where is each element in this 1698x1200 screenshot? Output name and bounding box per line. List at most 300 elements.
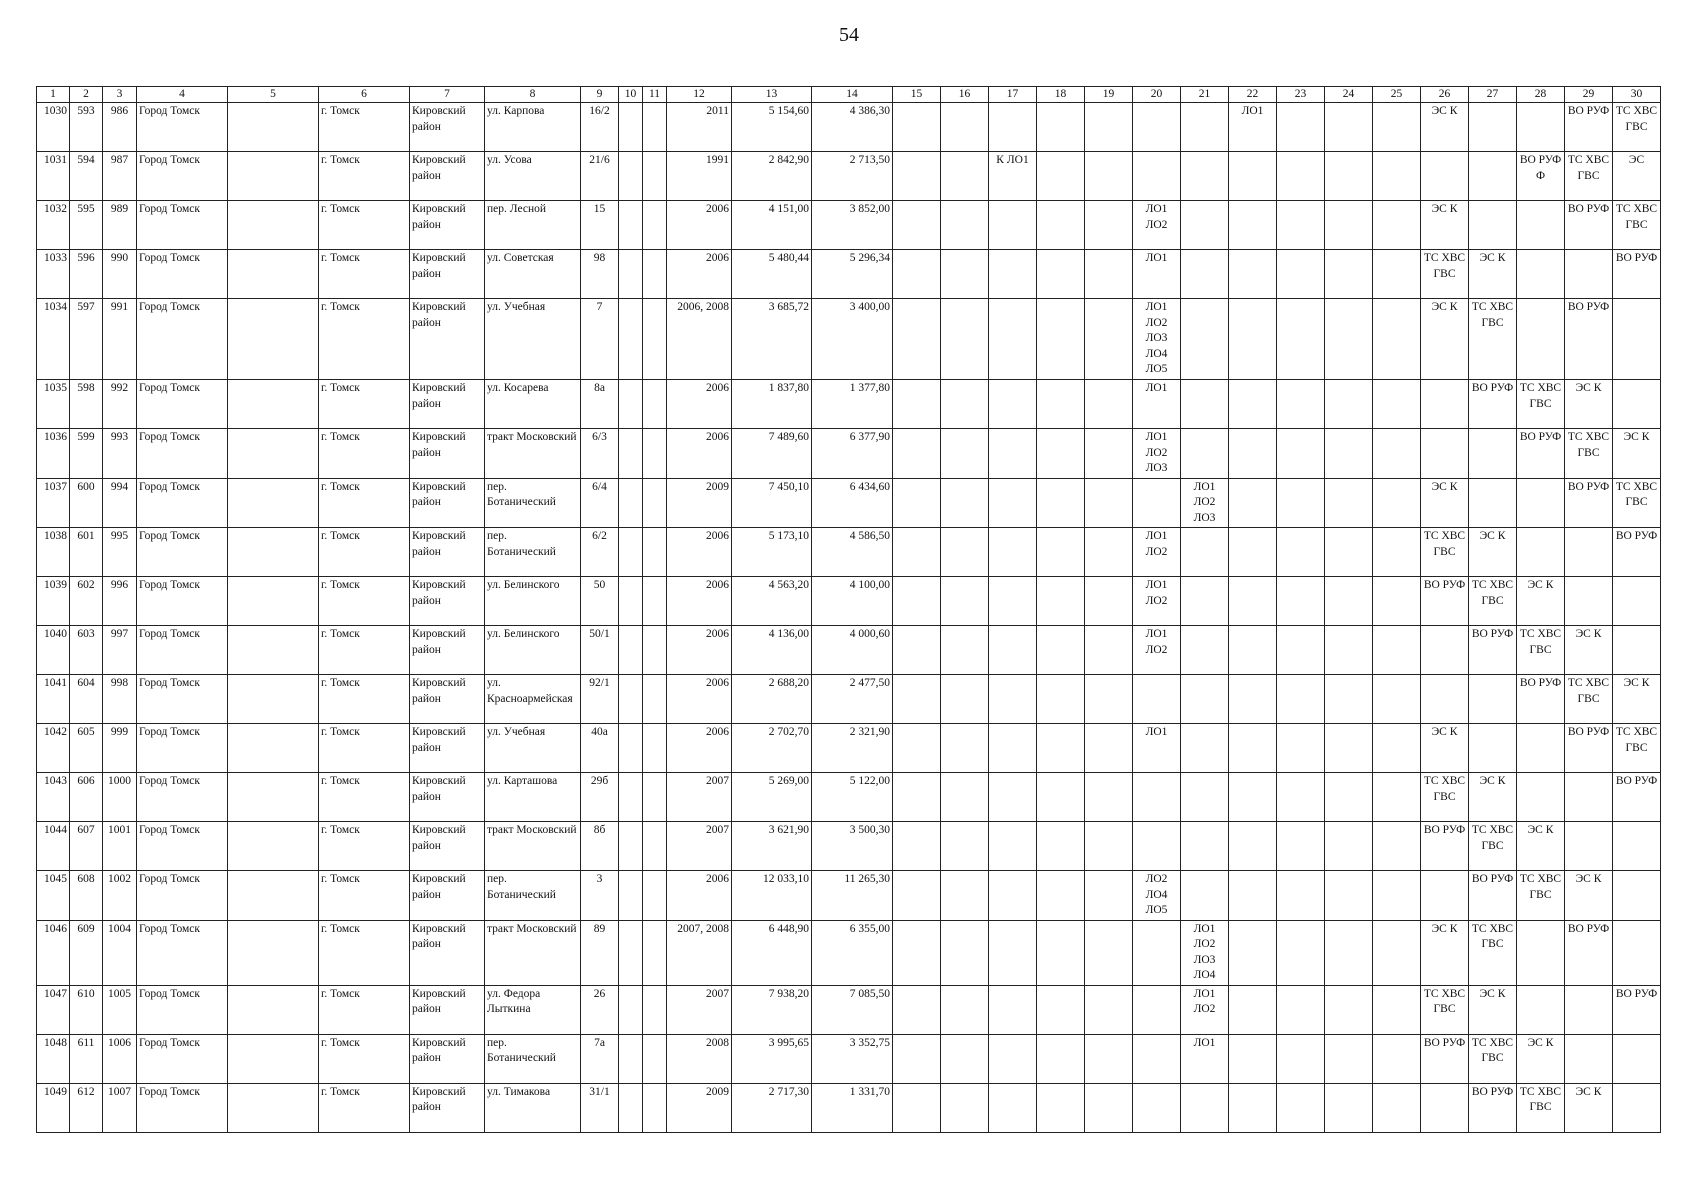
cell-col-10 [619, 478, 643, 528]
cell-col-29: ЭС К [1565, 1083, 1613, 1132]
cell-col-29: ВО РУФ [1565, 299, 1613, 380]
cell-col-23 [1277, 626, 1325, 675]
cell-col-16 [941, 822, 989, 871]
cell-col-11 [643, 985, 667, 1034]
cell-col-23 [1277, 1083, 1325, 1132]
column-header-16: 16 [941, 87, 989, 103]
cell-col-17 [989, 920, 1037, 985]
cell-col-10 [619, 1034, 643, 1083]
cell-col-9: 50/1 [581, 626, 619, 675]
cell-col-11 [643, 920, 667, 985]
cell-col-7: Кировский район [410, 380, 485, 429]
cell-col-15 [893, 675, 941, 724]
cell-col-29: ВО РУФ [1565, 103, 1613, 152]
cell-col-13: 4 151,00 [732, 201, 812, 250]
cell-col-21 [1181, 724, 1229, 773]
cell-col-2: 602 [70, 577, 103, 626]
cell-col-8: ул. Учебная [485, 724, 581, 773]
cell-col-5 [228, 675, 319, 724]
cell-col-10 [619, 429, 643, 479]
cell-col-25 [1373, 152, 1421, 201]
cell-col-28: ВО РУФ [1517, 675, 1565, 724]
cell-col-5 [228, 577, 319, 626]
cell-col-21 [1181, 822, 1229, 871]
cell-col-29 [1565, 250, 1613, 299]
cell-col-20 [1133, 920, 1181, 985]
table-row [37, 429, 1661, 479]
cell-col-23 [1277, 871, 1325, 921]
cell-col-16 [941, 871, 989, 921]
cell-col-14: 3 352,75 [812, 1034, 893, 1083]
cell-col-1: 1039 [37, 577, 70, 626]
cell-col-7: Кировский район [410, 871, 485, 921]
cell-col-25 [1373, 871, 1421, 921]
cell-col-16 [941, 299, 989, 380]
cell-col-12: 2006 [667, 675, 732, 724]
cell-col-3: 1001 [103, 822, 137, 871]
cell-col-20: ЛО1 [1133, 380, 1181, 429]
cell-col-15 [893, 152, 941, 201]
cell-col-2: 603 [70, 626, 103, 675]
cell-col-15 [893, 250, 941, 299]
cell-col-16 [941, 675, 989, 724]
cell-col-28: ВО РУФ [1517, 429, 1565, 479]
cell-col-19 [1085, 380, 1133, 429]
cell-col-28 [1517, 920, 1565, 985]
cell-col-29: ВО РУФ [1565, 201, 1613, 250]
cell-col-9: 6/2 [581, 528, 619, 577]
cell-col-6: г. Томск [319, 626, 410, 675]
cell-col-19 [1085, 1083, 1133, 1132]
cell-col-26 [1421, 675, 1469, 724]
cell-col-27: ТС ХВС ГВС [1469, 822, 1517, 871]
table-row [37, 380, 1661, 429]
cell-col-13: 3 995,65 [732, 1034, 812, 1083]
cell-col-10 [619, 724, 643, 773]
cell-col-7: Кировский район [410, 528, 485, 577]
cell-col-27: ВО РУФ [1469, 380, 1517, 429]
cell-col-21 [1181, 429, 1229, 479]
cell-col-19 [1085, 822, 1133, 871]
cell-col-20 [1133, 1083, 1181, 1132]
cell-col-2: 601 [70, 528, 103, 577]
cell-col-21 [1181, 250, 1229, 299]
cell-col-26: ТС ХВС ГВС [1421, 773, 1469, 822]
cell-col-7: Кировский район [410, 773, 485, 822]
table-row [37, 250, 1661, 299]
cell-col-24 [1325, 1083, 1373, 1132]
cell-col-9: 6/3 [581, 429, 619, 479]
cell-col-16 [941, 920, 989, 985]
cell-col-9: 7 [581, 299, 619, 380]
cell-col-26: ТС ХВС ГВС [1421, 250, 1469, 299]
column-header-29: 29 [1565, 87, 1613, 103]
cell-col-20: ЛО1 [1133, 724, 1181, 773]
cell-col-7: Кировский район [410, 626, 485, 675]
cell-col-20: ЛО1 [1133, 250, 1181, 299]
cell-col-17: К ЛО1 [989, 152, 1037, 201]
cell-col-26: ЭС К [1421, 201, 1469, 250]
cell-col-8: ул. Карташова [485, 773, 581, 822]
cell-col-14: 6 377,90 [812, 429, 893, 479]
cell-col-26 [1421, 871, 1469, 921]
table-row [37, 201, 1661, 250]
cell-col-12: 2006 [667, 429, 732, 479]
cell-col-1: 1049 [37, 1083, 70, 1132]
cell-col-30 [1613, 822, 1661, 871]
cell-col-14: 7 085,50 [812, 985, 893, 1034]
cell-col-6: г. Томск [319, 985, 410, 1034]
cell-col-24 [1325, 577, 1373, 626]
cell-col-3: 1006 [103, 1034, 137, 1083]
cell-col-21 [1181, 675, 1229, 724]
cell-col-6: г. Томск [319, 675, 410, 724]
cell-col-2: 598 [70, 380, 103, 429]
cell-col-18 [1037, 152, 1085, 201]
cell-col-7: Кировский район [410, 201, 485, 250]
cell-col-25 [1373, 528, 1421, 577]
cell-col-1: 1033 [37, 250, 70, 299]
cell-col-15 [893, 871, 941, 921]
cell-col-5 [228, 152, 319, 201]
cell-col-4: Город Томск [137, 822, 228, 871]
cell-col-20 [1133, 675, 1181, 724]
cell-col-20: ЛО1 ЛО2 [1133, 626, 1181, 675]
cell-col-24 [1325, 773, 1373, 822]
cell-col-15 [893, 201, 941, 250]
cell-col-2: 599 [70, 429, 103, 479]
cell-col-10 [619, 250, 643, 299]
cell-col-19 [1085, 152, 1133, 201]
cell-col-15 [893, 724, 941, 773]
cell-col-28 [1517, 528, 1565, 577]
column-header-30: 30 [1613, 87, 1661, 103]
cell-col-11 [643, 577, 667, 626]
cell-col-5 [228, 626, 319, 675]
column-header-22: 22 [1229, 87, 1277, 103]
cell-col-29: ЭС К [1565, 626, 1613, 675]
cell-col-28 [1517, 478, 1565, 528]
cell-col-9: 31/1 [581, 1083, 619, 1132]
cell-col-24 [1325, 152, 1373, 201]
cell-col-11 [643, 1034, 667, 1083]
cell-col-28: ЭС К [1517, 822, 1565, 871]
cell-col-21 [1181, 201, 1229, 250]
cell-col-3: 992 [103, 380, 137, 429]
cell-col-27: ТС ХВС ГВС [1469, 920, 1517, 985]
cell-col-18 [1037, 103, 1085, 152]
cell-col-21 [1181, 380, 1229, 429]
cell-col-30: ЭС К [1613, 675, 1661, 724]
cell-col-19 [1085, 250, 1133, 299]
cell-col-28: ТС ХВС ГВС [1517, 626, 1565, 675]
cell-col-27: ЭС К [1469, 773, 1517, 822]
cell-col-13: 5 173,10 [732, 528, 812, 577]
cell-col-23 [1277, 478, 1325, 528]
cell-col-28 [1517, 250, 1565, 299]
cell-col-2: 600 [70, 478, 103, 528]
cell-col-22 [1229, 429, 1277, 479]
cell-col-4: Город Томск [137, 478, 228, 528]
cell-col-16 [941, 201, 989, 250]
cell-col-13: 2 702,70 [732, 724, 812, 773]
cell-col-8: ул. Усова [485, 152, 581, 201]
cell-col-25 [1373, 985, 1421, 1034]
cell-col-30 [1613, 380, 1661, 429]
cell-col-26: ВО РУФ [1421, 577, 1469, 626]
table-row [37, 675, 1661, 724]
cell-col-1: 1035 [37, 380, 70, 429]
cell-col-13: 5 269,00 [732, 773, 812, 822]
cell-col-8: тракт Московский [485, 429, 581, 479]
cell-col-14: 6 355,00 [812, 920, 893, 985]
cell-col-1: 1048 [37, 1034, 70, 1083]
cell-col-1: 1040 [37, 626, 70, 675]
cell-col-13: 4 563,20 [732, 577, 812, 626]
cell-col-4: Город Томск [137, 528, 228, 577]
cell-col-24 [1325, 724, 1373, 773]
column-header-17: 17 [989, 87, 1037, 103]
cell-col-17 [989, 250, 1037, 299]
cell-col-30 [1613, 1083, 1661, 1132]
cell-col-11 [643, 429, 667, 479]
cell-col-16 [941, 429, 989, 479]
cell-col-16 [941, 103, 989, 152]
cell-col-22 [1229, 724, 1277, 773]
cell-col-10 [619, 380, 643, 429]
cell-col-3: 994 [103, 478, 137, 528]
cell-col-12: 2006 [667, 250, 732, 299]
cell-col-10 [619, 920, 643, 985]
cell-col-3: 995 [103, 528, 137, 577]
cell-col-19 [1085, 1034, 1133, 1083]
cell-col-3: 991 [103, 299, 137, 380]
table-row [37, 985, 1661, 1034]
cell-col-6: г. Томск [319, 1083, 410, 1132]
cell-col-9: 7а [581, 1034, 619, 1083]
cell-col-20 [1133, 478, 1181, 528]
cell-col-26 [1421, 380, 1469, 429]
cell-col-11 [643, 1083, 667, 1132]
cell-col-29: ТС ХВС ГВС [1565, 152, 1613, 201]
cell-col-28: ТС ХВС ГВС [1517, 380, 1565, 429]
cell-col-19 [1085, 577, 1133, 626]
cell-col-11 [643, 478, 667, 528]
cell-col-4: Город Томск [137, 626, 228, 675]
cell-col-11 [643, 103, 667, 152]
cell-col-27: ВО РУФ [1469, 871, 1517, 921]
cell-col-25 [1373, 626, 1421, 675]
cell-col-2: 608 [70, 871, 103, 921]
cell-col-12: 2008 [667, 1034, 732, 1083]
cell-col-22 [1229, 822, 1277, 871]
cell-col-5 [228, 1083, 319, 1132]
cell-col-25 [1373, 429, 1421, 479]
cell-col-25 [1373, 675, 1421, 724]
cell-col-18 [1037, 920, 1085, 985]
cell-col-21: ЛО1 [1181, 1034, 1229, 1083]
column-header-26: 26 [1421, 87, 1469, 103]
cell-col-10 [619, 822, 643, 871]
cell-col-8: тракт Московский [485, 920, 581, 985]
cell-col-25 [1373, 103, 1421, 152]
cell-col-27 [1469, 429, 1517, 479]
cell-col-20: ЛО1 ЛО2 ЛО3 [1133, 429, 1181, 479]
cell-col-8: тракт Московский [485, 822, 581, 871]
cell-col-14: 2 477,50 [812, 675, 893, 724]
cell-col-13: 6 448,90 [732, 920, 812, 985]
cell-col-2: 594 [70, 152, 103, 201]
column-header-4: 4 [137, 87, 228, 103]
cell-col-3: 1007 [103, 1083, 137, 1132]
cell-col-22 [1229, 1034, 1277, 1083]
cell-col-17 [989, 724, 1037, 773]
cell-col-27: ЭС К [1469, 528, 1517, 577]
cell-col-2: 606 [70, 773, 103, 822]
cell-col-22: ЛО1 [1229, 103, 1277, 152]
cell-col-6: г. Томск [319, 250, 410, 299]
column-header-15: 15 [893, 87, 941, 103]
column-header-19: 19 [1085, 87, 1133, 103]
cell-col-20 [1133, 985, 1181, 1034]
cell-col-23 [1277, 250, 1325, 299]
cell-col-5 [228, 1034, 319, 1083]
cell-col-20: ЛО2 ЛО4 ЛО5 [1133, 871, 1181, 921]
cell-col-10 [619, 773, 643, 822]
table-row [37, 1034, 1661, 1083]
cell-col-8: ул. Карпова [485, 103, 581, 152]
cell-col-17 [989, 380, 1037, 429]
cell-col-11 [643, 152, 667, 201]
cell-col-7: Кировский район [410, 822, 485, 871]
cell-col-28: ТС ХВС ГВС [1517, 1083, 1565, 1132]
column-header-24: 24 [1325, 87, 1373, 103]
cell-col-20 [1133, 152, 1181, 201]
column-header-10: 10 [619, 87, 643, 103]
cell-col-15 [893, 299, 941, 380]
cell-col-18 [1037, 985, 1085, 1034]
cell-col-3: 986 [103, 103, 137, 152]
cell-col-27: ЭС К [1469, 250, 1517, 299]
cell-col-18 [1037, 871, 1085, 921]
cell-col-24 [1325, 822, 1373, 871]
cell-col-28 [1517, 201, 1565, 250]
cell-col-8: ул. Федора Лыткина [485, 985, 581, 1034]
cell-col-14: 11 265,30 [812, 871, 893, 921]
cell-col-13: 2 717,30 [732, 1083, 812, 1132]
cell-col-4: Город Томск [137, 103, 228, 152]
cell-col-3: 987 [103, 152, 137, 201]
cell-col-27 [1469, 724, 1517, 773]
cell-col-4: Город Томск [137, 250, 228, 299]
cell-col-28: ВО РУФ Ф [1517, 152, 1565, 201]
cell-col-23 [1277, 577, 1325, 626]
cell-col-9: 8б [581, 822, 619, 871]
cell-col-13: 3 685,72 [732, 299, 812, 380]
cell-col-14: 5 296,34 [812, 250, 893, 299]
cell-col-29: ТС ХВС ГВС [1565, 429, 1613, 479]
cell-col-1: 1036 [37, 429, 70, 479]
cell-col-28 [1517, 773, 1565, 822]
cell-col-18 [1037, 380, 1085, 429]
cell-col-11 [643, 250, 667, 299]
cell-col-19 [1085, 478, 1133, 528]
cell-col-1: 1042 [37, 724, 70, 773]
cell-col-23 [1277, 201, 1325, 250]
cell-col-23 [1277, 429, 1325, 479]
cell-col-26: ЭС К [1421, 103, 1469, 152]
cell-col-22 [1229, 985, 1277, 1034]
column-header-21: 21 [1181, 87, 1229, 103]
cell-col-6: г. Томск [319, 299, 410, 380]
cell-col-4: Город Томск [137, 773, 228, 822]
cell-col-5 [228, 920, 319, 985]
cell-col-2: 595 [70, 201, 103, 250]
table-row [37, 773, 1661, 822]
cell-col-7: Кировский район [410, 724, 485, 773]
cell-col-22 [1229, 577, 1277, 626]
cell-col-17 [989, 822, 1037, 871]
cell-col-15 [893, 577, 941, 626]
cell-col-22 [1229, 201, 1277, 250]
cell-col-3: 990 [103, 250, 137, 299]
cell-col-14: 3 400,00 [812, 299, 893, 380]
cell-col-13: 5 154,60 [732, 103, 812, 152]
cell-col-27 [1469, 478, 1517, 528]
cell-col-28 [1517, 299, 1565, 380]
cell-col-24 [1325, 478, 1373, 528]
cell-col-25 [1373, 380, 1421, 429]
column-number-header [37, 87, 1661, 103]
cell-col-23 [1277, 103, 1325, 152]
cell-col-27: ТС ХВС ГВС [1469, 577, 1517, 626]
cell-col-1: 1031 [37, 152, 70, 201]
cell-col-26: ТС ХВС ГВС [1421, 985, 1469, 1034]
cell-col-26: ТС ХВС ГВС [1421, 528, 1469, 577]
cell-col-25 [1373, 920, 1421, 985]
cell-col-16 [941, 528, 989, 577]
cell-col-20 [1133, 1034, 1181, 1083]
cell-col-8: ул. Белинского [485, 626, 581, 675]
column-header-25: 25 [1373, 87, 1421, 103]
cell-col-7: Кировский район [410, 577, 485, 626]
cell-col-6: г. Томск [319, 871, 410, 921]
cell-col-26 [1421, 152, 1469, 201]
cell-col-9: 6/4 [581, 478, 619, 528]
cell-col-6: г. Томск [319, 724, 410, 773]
cell-col-26 [1421, 429, 1469, 479]
cell-col-12: 2006 [667, 380, 732, 429]
cell-col-12: 2006 [667, 626, 732, 675]
cell-col-17 [989, 626, 1037, 675]
cell-col-5 [228, 201, 319, 250]
cell-col-3: 1002 [103, 871, 137, 921]
cell-col-11 [643, 626, 667, 675]
column-header-12: 12 [667, 87, 732, 103]
cell-col-14: 4 386,30 [812, 103, 893, 152]
cell-col-9: 15 [581, 201, 619, 250]
cell-col-12: 2006 [667, 528, 732, 577]
cell-col-13: 1 837,80 [732, 380, 812, 429]
cell-col-11 [643, 528, 667, 577]
cell-col-17 [989, 528, 1037, 577]
cell-col-20: ЛО1 ЛО2 [1133, 528, 1181, 577]
cell-col-28 [1517, 103, 1565, 152]
cell-col-9: 50 [581, 577, 619, 626]
cell-col-15 [893, 478, 941, 528]
cell-col-5 [228, 822, 319, 871]
cell-col-24 [1325, 528, 1373, 577]
